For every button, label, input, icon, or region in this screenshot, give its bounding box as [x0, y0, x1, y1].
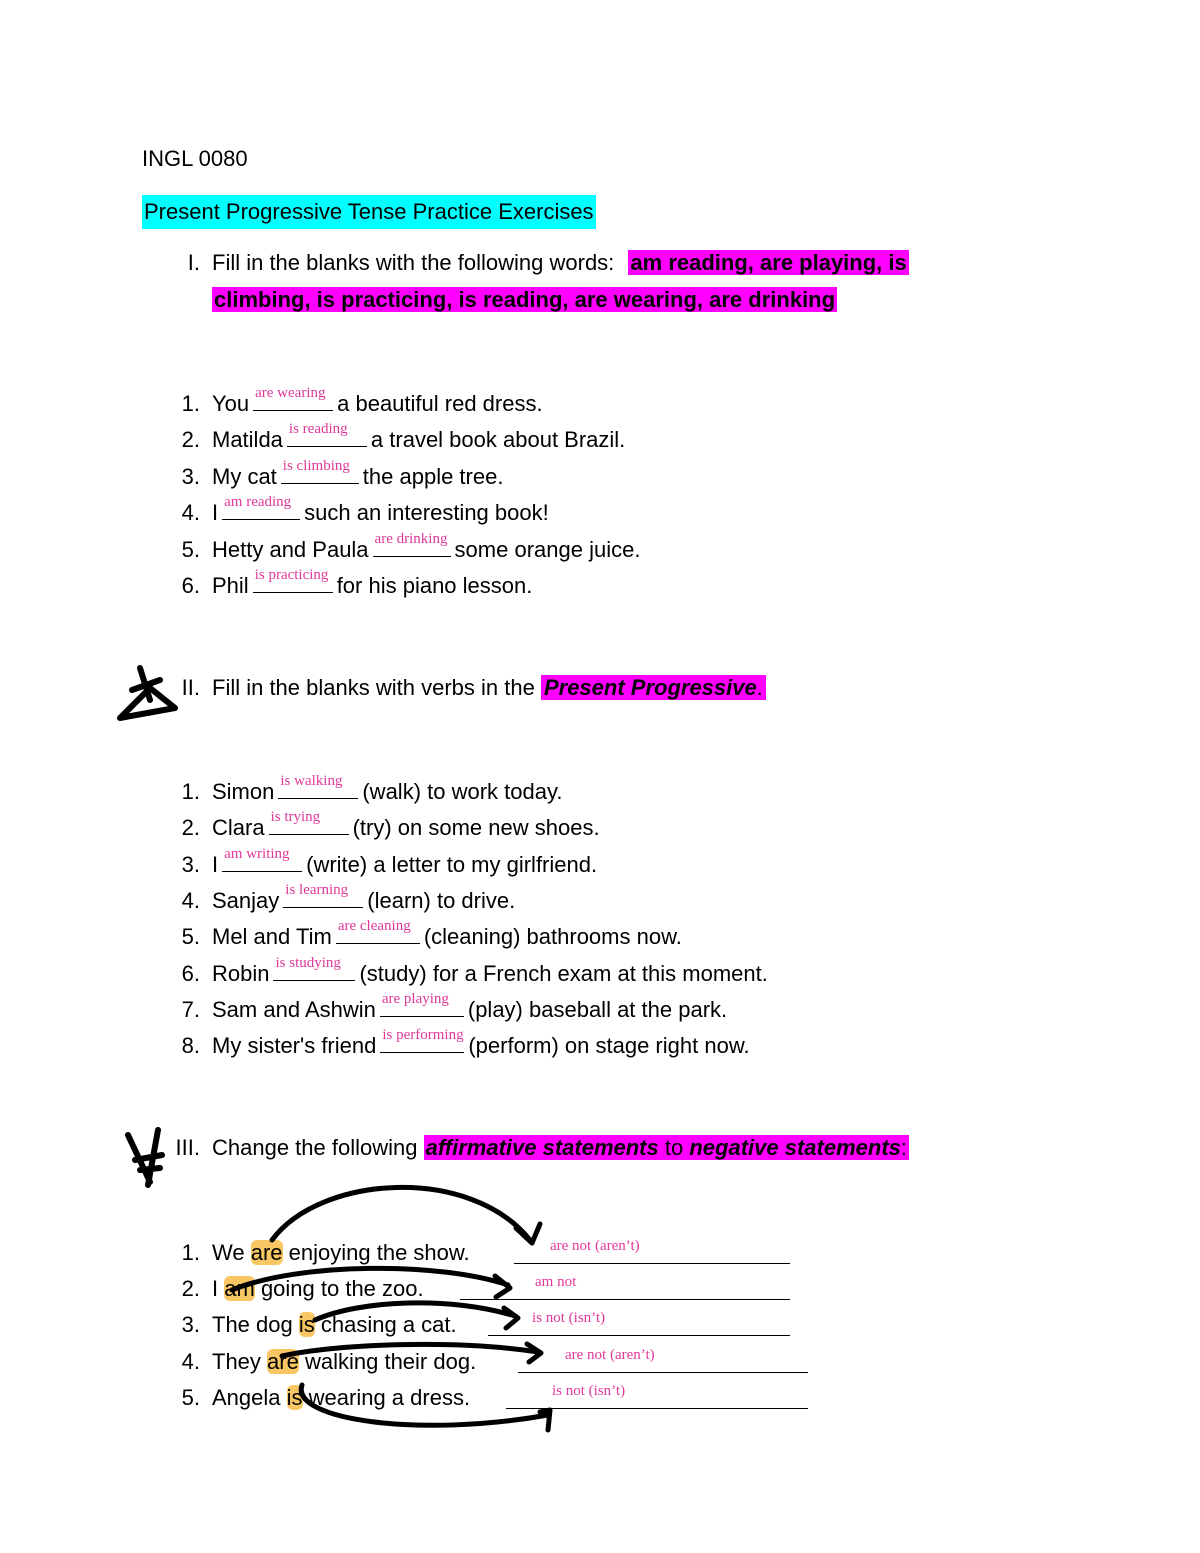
page-title: Present Progressive Tense Practice Exercises [142, 195, 596, 229]
course-code: INGL 0080 [142, 146, 248, 171]
answer-blank[interactable] [253, 567, 333, 593]
item-number: 1. [181, 1240, 200, 1265]
item-number: 2. [181, 427, 200, 453]
highlighted-verb: are [250, 1240, 283, 1265]
item-subject: We [212, 1240, 245, 1265]
handwritten-answer: am reading [224, 494, 292, 511]
item-text-after: (write) a letter to my girlfriend. [306, 851, 598, 877]
item-text-after: (try) on some new shoes. [352, 815, 600, 841]
item-number: 5. [181, 924, 200, 950]
list-item [142, 809, 1142, 842]
section-3-emphasis-1: affirmative statements [425, 1135, 659, 1160]
answer-line[interactable] [518, 1372, 808, 1373]
handwritten-answer: is reading [288, 421, 348, 438]
item-number: 3. [181, 1312, 200, 1338]
section-3-numeral: III. [175, 1135, 200, 1160]
handwritten-answer: is not (isn’t) [532, 1310, 606, 1327]
word-bank-line-2: climbing, is practicing, is reading, are wearing, are drinking [214, 287, 836, 312]
item-text-after: (study) for a French exam at this moment. [359, 960, 768, 986]
list-item [142, 494, 1142, 527]
item-text-before: Sam and Ashwin [212, 996, 376, 1022]
item-number: 3. [181, 851, 200, 877]
item-text-after: a travel book about Brazil. [370, 427, 626, 453]
answer-blank[interactable] [273, 954, 355, 981]
item-text-before: Sanjay [212, 887, 280, 913]
item-number: 3. [181, 463, 200, 489]
item-text-before: Matilda [212, 427, 283, 453]
list-item [142, 881, 1142, 915]
section-3-instruction: Change the following [212, 1135, 418, 1160]
item-subject: I [212, 1276, 219, 1302]
handwritten-answer: are playing [381, 990, 449, 1007]
section-3-emphasis-2: negative statements [689, 1135, 901, 1160]
handwritten-answer: is performing [382, 1027, 464, 1044]
item-rest: walking their dog. [304, 1348, 477, 1374]
handwritten-answer: am writing [224, 845, 290, 862]
item-number: 7. [181, 996, 200, 1022]
handwritten-answer: are cleaning [337, 918, 411, 935]
item-text-after: the apple tree. [362, 463, 504, 489]
arrow-icon [540, 1410, 550, 1430]
answer-blank[interactable] [336, 918, 420, 944]
highlighted-verb: am [224, 1276, 255, 1302]
item-number: 1. [181, 391, 200, 416]
item-number: 6. [181, 573, 200, 598]
list-item [142, 567, 1142, 600]
handwritten-answer: are not (aren’t) [565, 1346, 655, 1363]
section-1-instruction: Fill in the blanks with the following words: [212, 250, 615, 275]
answer-blank[interactable] [380, 1027, 464, 1053]
handwritten-answer: are drinking [374, 530, 448, 547]
item-text-before: Robin [212, 960, 270, 986]
item-text-after: some orange juice. [454, 536, 641, 562]
section-2-period: . [756, 675, 763, 700]
word-bank-line-1: am reading, are playing, is [630, 250, 907, 275]
item-number: 6. [181, 960, 200, 986]
item-subject: They [212, 1348, 261, 1374]
item-text-after: such an interesting book! [304, 500, 549, 526]
handwritten-answer: are wearing [255, 385, 326, 401]
answer-blank[interactable] [253, 385, 333, 411]
item-number: 4. [181, 1348, 200, 1374]
item-number: 1. [181, 779, 200, 804]
item-text-before: You [212, 391, 250, 416]
answer-blank[interactable] [278, 773, 358, 799]
answer-line[interactable] [488, 1335, 790, 1336]
answer-blank[interactable] [281, 457, 359, 484]
item-subject: The dog [212, 1312, 293, 1338]
item-text-before: Phil [212, 573, 249, 598]
section-2-instruction: Fill in the blanks with verbs in the [212, 675, 535, 700]
section-2-numeral: II. [181, 675, 200, 700]
highlighted-verb: are [267, 1348, 299, 1374]
item-text-before: My cat [212, 463, 277, 489]
item-text-after: a beautiful red dress. [337, 391, 543, 416]
list-item [142, 954, 1142, 988]
item-text-before: I [212, 851, 219, 877]
answer-blank[interactable] [380, 990, 464, 1017]
item-text-before: I [212, 500, 219, 526]
section-1-heading [212, 250, 909, 276]
list-item [142, 990, 1142, 1024]
handwritten-answer: is not (isn’t) [552, 1382, 626, 1399]
section-1-numeral: I. [187, 250, 200, 275]
handwritten-answer: is walking [280, 773, 343, 789]
section-3-heading [212, 1135, 909, 1161]
item-rest: chasing a cat. [320, 1312, 457, 1338]
list-item [142, 457, 1142, 491]
item-text-before: Mel and Tim [212, 924, 332, 950]
item-number: 8. [181, 1033, 200, 1059]
item-text-before: Simon [212, 779, 275, 804]
handwritten-answer: is climbing [282, 457, 350, 474]
item-rest: enjoying the show. [288, 1240, 470, 1265]
item-rest: wearing a dress. [308, 1384, 471, 1410]
item-text-before: My sister's friend [212, 1033, 377, 1059]
item-text-after: for his piano lesson. [336, 573, 533, 598]
section-1-heading-cont [212, 287, 837, 313]
list-item [142, 1027, 1142, 1060]
item-number: 4. [181, 500, 200, 526]
item-number: 2. [181, 815, 200, 841]
item-text-after: (cleaning) bathrooms now. [423, 924, 682, 950]
item-number: 5. [181, 1384, 200, 1410]
section-3-connector: to [664, 1135, 684, 1160]
item-text-after: (play) baseball at the park. [467, 996, 728, 1022]
item-text-after: (learn) to drive. [367, 887, 516, 913]
item-text-after: (perform) on stage right now. [468, 1033, 750, 1059]
arrow-icon [272, 1187, 530, 1240]
answer-blank[interactable] [269, 809, 349, 835]
answer-line[interactable] [506, 1408, 808, 1409]
item-text-before: Clara [212, 815, 265, 841]
item-subject: Angela [212, 1384, 281, 1410]
item-text-after: (walk) to work today. [362, 779, 563, 804]
highlighted-verb: is [298, 1312, 315, 1338]
section-3-colon: : [900, 1135, 908, 1160]
item-rest: going to the zoo. [260, 1276, 424, 1302]
answer-blank[interactable] [222, 494, 300, 520]
handwritten-answer: is practicing [254, 567, 329, 583]
handwritten-answer: are not (aren’t) [550, 1238, 640, 1254]
section-2-heading [212, 675, 766, 701]
answer-blank[interactable] [283, 881, 363, 908]
handwritten-answer: is learning [285, 881, 349, 898]
answer-blank[interactable] [222, 845, 302, 872]
answer-blank[interactable] [373, 530, 451, 557]
highlighted-verb: is [286, 1384, 303, 1410]
answer-line[interactable] [460, 1299, 790, 1300]
handwritten-answer: is trying [270, 809, 321, 826]
item-number: 2. [181, 1276, 200, 1302]
handwritten-answer: am not [535, 1274, 577, 1291]
handwritten-answer: is studying [275, 954, 341, 971]
item-number: 5. [181, 536, 200, 562]
item-number: 4. [181, 887, 200, 913]
item-text-before: Hetty and Paula [212, 536, 369, 562]
section-2-emphasis: Present Progressive [543, 675, 757, 700]
answer-blank[interactable] [287, 421, 367, 447]
answer-line[interactable] [514, 1263, 790, 1264]
